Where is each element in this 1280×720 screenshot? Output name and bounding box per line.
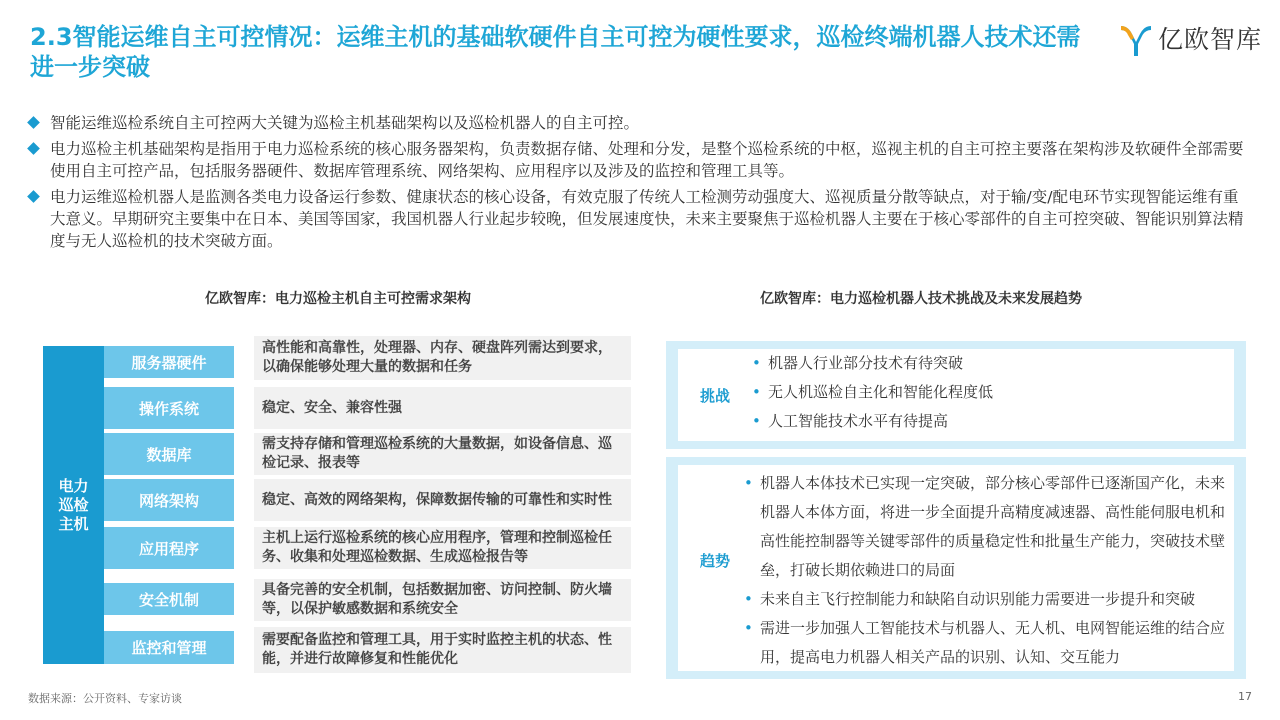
brand-logo — [1118, 20, 1268, 60]
host-label: 电力巡检主机 — [58, 476, 89, 533]
arch-row-security — [104, 579, 631, 621]
challenge-panel — [666, 341, 1246, 449]
arch-category: 操作系统 — [104, 387, 234, 429]
logo-text: 亿欧智库 — [1158, 25, 1263, 54]
page-title: 2.3智能运维自主可控情况：运维主机的基础软硬件自主可控为硬性要求，巡检终端机器人技术还需进一步突破 — [30, 23, 1081, 81]
diamond-bullet-icon — [27, 116, 40, 129]
diamond-bullet-icon — [27, 142, 40, 155]
data-source: 数据来源：公开资料、专家访谈 — [28, 692, 182, 705]
arch-description: 具备完善的安全机制，包括数据加密、访问控制、防火墙等，以保护敏感数据和系统安全 — [254, 579, 631, 621]
arch-row-monitoring — [104, 627, 631, 673]
arch-description: 稳定、高效的网络架构，保障数据传输的可靠性和实时性 — [254, 479, 631, 521]
left-chart-title: 亿欧智库：电力巡检主机自主可控需求架构 — [205, 291, 471, 307]
trend-panel — [666, 457, 1246, 679]
trend-item: • 机器人本体技术已实现一定突破，部分核心零部件已逐渐国产化，未来机器人本体方面，将进一步全面提升高精度减速器、高性能伺服电机和高性能控制器等关键零部件的质量稳定性和批量生产能力，突破技术壁垒，打破长期依赖进口的局面 — [742, 469, 1234, 585]
challenge-label: 挑战 — [700, 387, 731, 405]
trend-item: • 未来自主飞行控制能力和缺陷自动识别能力需要进一步提升和突破 — [742, 585, 1234, 614]
arch-row-network — [104, 479, 631, 521]
arch-description: 高性能和高靠性，处理器、内存、硬盘阵列需达到要求，以确保能够处理大量的数据和任务 — [254, 336, 631, 380]
arch-description: 主机上运行巡检系统的核心应用程序，管理和控制巡检任务、收集和处理巡检数据、生成巡检报告等 — [254, 527, 631, 569]
arch-row-os — [104, 387, 631, 429]
bullet-item: 电力巡检主机基础架构是指用于电力巡检系统的核心服务器架构，负责数据存储、处理和分发，是整个巡检系统的中枢，巡视主机的自主可控主要落在架构涉及软硬件全部需要使用自主可控产品，包括服务器硬件、数据库管理系统、网络架构、应用程序以及涉及的监控和管理工具等。 — [28, 138, 1253, 182]
dot-bullet-icon: • — [752, 354, 761, 372]
arch-row-application — [104, 527, 631, 569]
challenge-list — [750, 349, 1220, 436]
arch-row-server-hardware — [104, 336, 631, 380]
arch-description: 稳定、安全、兼容性强 — [254, 387, 631, 429]
host-label-block — [43, 346, 104, 664]
intro-bullets — [28, 112, 1253, 256]
bullet-item: 智能运维巡检系统自主可控两大关键为巡检主机基础架构以及巡检机器人的自主可控。 — [28, 112, 1253, 134]
dot-bullet-icon: • — [744, 474, 753, 492]
challenge-item: • 机器人行业部分技术有待突破 — [750, 349, 1220, 378]
yiou-logo-icon — [1118, 22, 1154, 58]
trend-item: • 需进一步加强人工智能技术与机器人、无人机、电网智能运维的结合应用，提高电力机器人相关产品的识别、认知、交互能力 — [742, 614, 1234, 672]
diamond-bullet-icon — [27, 190, 40, 203]
arch-category: 监控和管理 — [104, 631, 234, 664]
dot-bullet-icon: • — [752, 383, 761, 401]
challenge-item: • 无人机巡检自主化和智能化程度低 — [750, 378, 1220, 407]
arch-category: 应用程序 — [104, 527, 234, 569]
dot-bullet-icon: • — [752, 412, 761, 430]
trend-list — [742, 469, 1234, 672]
challenge-item: • 人工智能技术水平有待提高 — [750, 407, 1220, 436]
arch-category: 数据库 — [104, 433, 234, 475]
trend-label: 趋势 — [700, 552, 731, 570]
arch-category: 安全机制 — [104, 583, 234, 615]
arch-category: 网络架构 — [104, 479, 234, 521]
right-chart-title: 亿欧智库：电力巡检机器人技术挑战及未来发展趋势 — [760, 291, 1082, 307]
arch-category: 服务器硬件 — [104, 346, 234, 378]
dot-bullet-icon: • — [744, 619, 753, 637]
arch-description: 需要配备监控和管理工具，用于实时监控主机的状态、性能，并进行故障修复和性能优化 — [254, 627, 631, 673]
arch-description: 需支持存储和管理巡检系统的大量数据，如设备信息、巡检记录、报表等 — [254, 433, 631, 475]
bullet-item: 电力运维巡检机器人是监测各类电力设备运行参数、健康状态的核心设备，有效克服了传统人工检测劳动强度大、巡视质量分散等缺点，对于输/变/配电环节实现智能运维有重大意义。早期研究主要集中在日本、美国等国家，我国机器人行业起步较晚，但发展速度快，未来主要聚焦于巡检机器人主要在于核心零部件的自主可控突破、智能识别算法精度与无人巡检机的技术突破方面。 — [28, 186, 1253, 252]
arch-row-database — [104, 433, 631, 475]
page-number: 17 — [1238, 690, 1252, 703]
dot-bullet-icon: • — [744, 590, 753, 608]
